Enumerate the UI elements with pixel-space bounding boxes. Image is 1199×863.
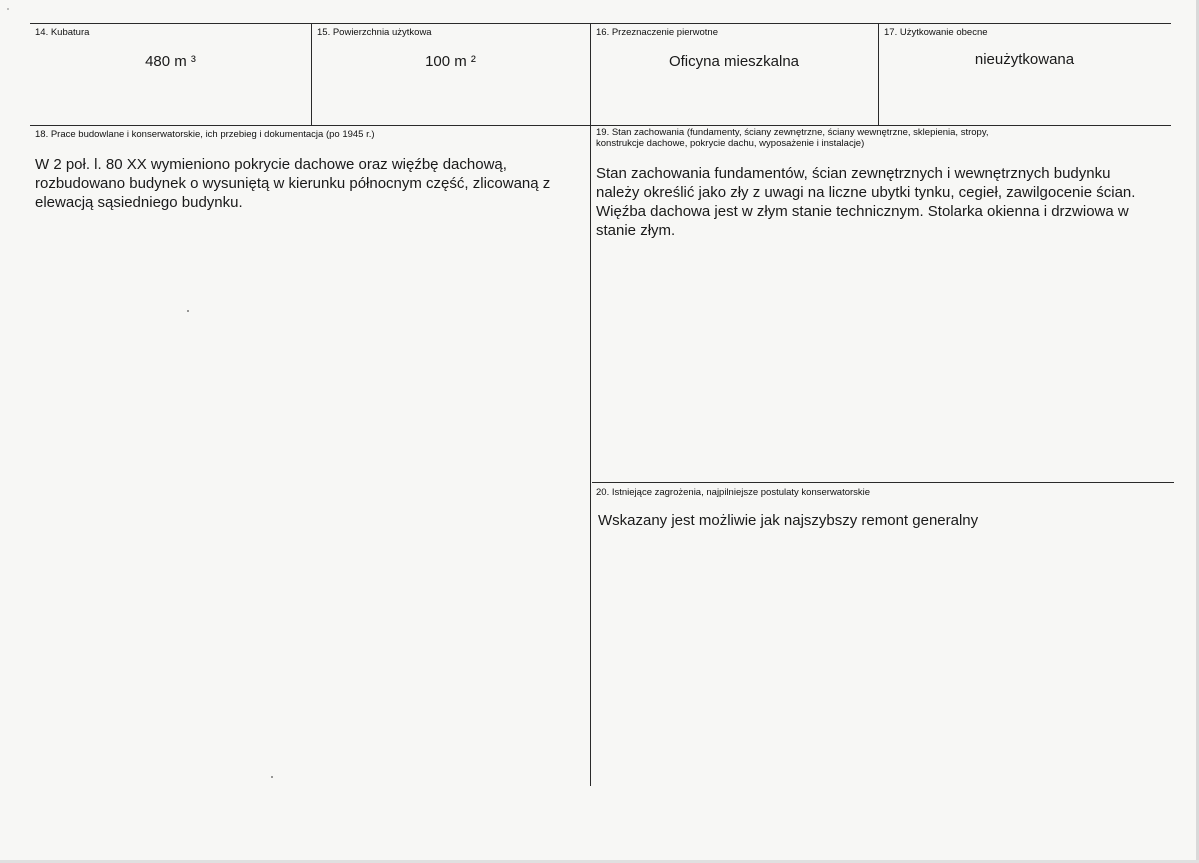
label-line: konstrukcje dachowe, pokrycie dachu, wyposażenie i instalacje) bbox=[596, 138, 865, 149]
field-20-value: Wskazany jest możliwie jak najszybszy remont generalny bbox=[598, 512, 979, 529]
field-14-label: 14. Kubatura bbox=[35, 27, 90, 38]
text-line: Więźba dachowa jest w złym stanie technicznym. Stolarka okienna i drzwiowa w bbox=[596, 203, 1129, 220]
field-19-text bbox=[596, 164, 1135, 240]
label-line: 19. Stan zachowania (fundamenty, ściany zewnętrzne, ściany wewnętrzne, sklepienia, stropy, bbox=[596, 127, 989, 138]
field-16-value: Oficyna mieszkalna bbox=[668, 53, 800, 70]
field-15-label: 15. Powierzchnia użytkowa bbox=[317, 27, 432, 38]
row-divider-1 bbox=[30, 125, 1171, 126]
col-divider-17 bbox=[878, 23, 879, 125]
text-line: Stan zachowania fundamentów, ścian zewnętrznych i wewnętrznych budynku bbox=[596, 165, 1111, 182]
text-line: W 2 poł. l. 80 XX wymieniono pokrycie dachowe oraz więźbę dachową, bbox=[35, 156, 507, 173]
scan-speck bbox=[271, 776, 273, 778]
text-line: stanie złym. bbox=[596, 222, 676, 239]
text-line: rozbudowano budynek o wysuniętą w kierunku północnym część, zlicowaną z bbox=[35, 175, 551, 192]
field-14-value: 480 m ³ bbox=[145, 53, 196, 70]
col-divider-main bbox=[590, 23, 591, 786]
field-15-value: 100 m ² bbox=[425, 53, 476, 70]
scan-speck bbox=[7, 8, 9, 10]
field-16-label: 16. Przeznaczenie pierwotne bbox=[596, 27, 718, 38]
field-17-label: 17. Użytkowanie obecne bbox=[884, 27, 988, 38]
field-18-label: 18. Prace budowlane i konserwatorskie, ich przebieg i dokumentacja (po 1945 r.) bbox=[35, 129, 375, 140]
text-line: elewacją sąsiedniego budynku. bbox=[35, 194, 243, 211]
row-divider-2 bbox=[592, 482, 1174, 483]
field-17-value: nieużytkowana bbox=[974, 51, 1075, 68]
col-divider-15 bbox=[311, 23, 312, 125]
top-rule bbox=[30, 23, 1171, 24]
field-19-label bbox=[596, 127, 989, 149]
field-18-text bbox=[35, 155, 550, 212]
text-line: należy określić jako zły z uwagi na liczne ubytki tynku, cegieł, zawilgocenie ścian. bbox=[596, 184, 1136, 201]
field-20-label: 20. Istniejące zagrożenia, najpilniejsze postulaty konserwatorskie bbox=[596, 487, 871, 498]
scan-speck bbox=[187, 310, 189, 312]
